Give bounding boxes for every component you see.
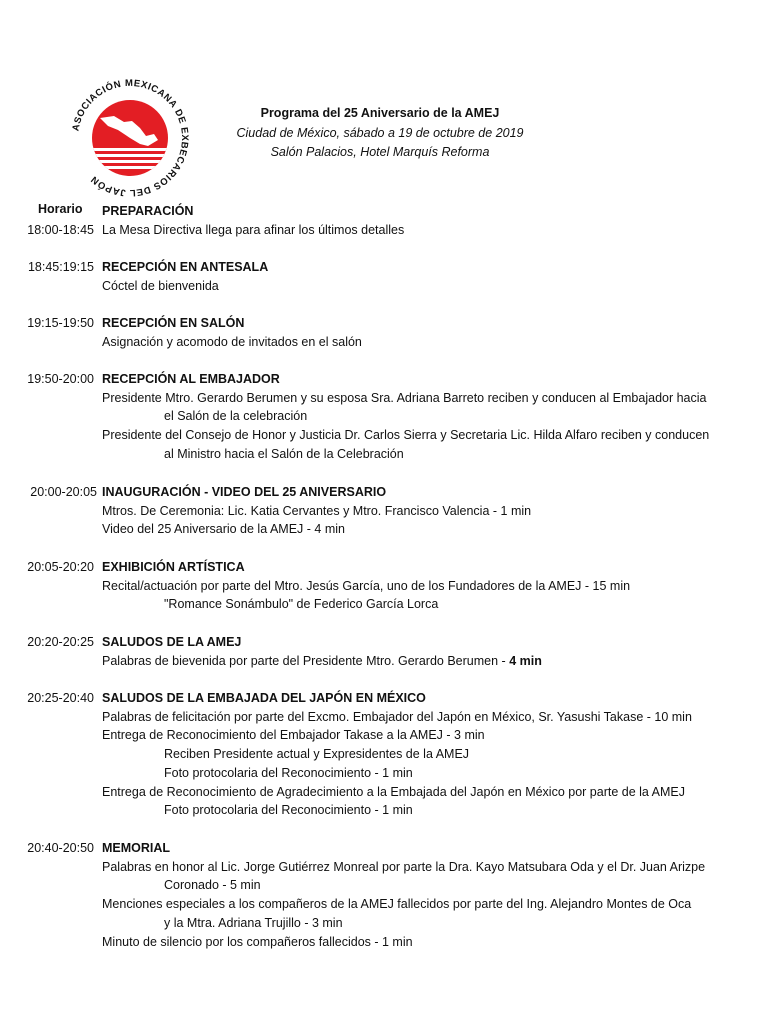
section-line: Presidente del Consejo de Honor y Justicia Dr. Carlos Sierra y Secretaria Lic. Hilda Alfaro reciben y conducen [102,428,710,443]
section-line: al Ministro hacia el Salón de la Celebración [164,446,404,461]
amej-seal-icon [66,74,194,202]
section-title: EXHIBICIÓN ARTÍSTICA [102,560,245,574]
section-time: 20:05-20:20 [27,560,94,574]
section-title: SALUDOS DE LA EMBAJADA DEL JAPÓN EN MÉXICO [102,691,426,705]
program-header [210,104,550,163]
section-line: Asignación y acomodo de invitados en el salón [102,334,362,349]
schedule-column-label: Horario [38,202,83,216]
section-title: INAUGURACIÓN - VIDEO DEL 25 ANIVERSARIO [102,485,387,499]
section-line: Video del 25 Aniversario de la AMEJ - 4 min [102,522,345,537]
svg-text:ASOCIACIÓN MEXICANA DE EXBECAR: ASOCIACIÓN MEXICANA DE EXBECARIOS DEL JAPÓN [70,77,191,199]
section-line: Palabras de felicitación por parte del Excmo. Embajador del Japón en México, Sr. Yasushi Takase - 10 min [102,709,692,724]
section-title: RECEPCIÓN EN SALÓN [102,316,245,330]
section-title: RECEPCIÓN AL EMBAJADOR [102,372,280,386]
amej-logo [66,74,194,202]
section-time: 19:50-20:00 [27,372,94,386]
section-title: PREPARACIÓN [102,204,194,218]
section-line: el Salón de la celebración [164,409,308,424]
section-line: Palabras en honor al Lic. Jorge Gutiérrez Monreal por parte la Dra. Kayo Matsubara Oda y el Dr. Juan Arizpe [102,859,706,874]
section-line: Coronado - 5 min [164,878,261,893]
section-time: 20:00-20:05 [30,485,97,499]
section-time: 18:00-18:45 [27,223,94,237]
section-line: Recital/actuación por parte del Mtro. Jesús García, uno de los Fundadores de la AMEJ - 15 min [102,578,631,593]
section-line: Cóctel de bienvenida [102,278,219,293]
section-line: Entrega de Reconocimiento de Agradecimiento a la Embajada del Japón en México por parte de la AMEJ [102,784,685,799]
section-title: SALUDOS DE LA AMEJ [102,635,242,649]
section-time: 20:40-20:50 [27,841,94,855]
section-time: 20:25-20:40 [27,691,94,705]
section-title: MEMORIAL [102,841,171,855]
section-title: RECEPCIÓN EN ANTESALA [102,260,269,274]
section-time: 19:15-19:50 [27,316,94,330]
section-line: Foto protocolaria del Reconocimiento - 1 min [164,765,413,780]
program-date-location: Ciudad de México, sábado a 19 de octubre de 2019 [236,125,524,140]
section-line: Foto protocolaria del Reconocimiento - 1 min [164,803,413,818]
section-line: Minuto de silencio por los compañeros fallecidos - 1 min [102,934,413,949]
section-line: Entrega de Reconocimiento del Embajador Takase a la AMEJ - 3 min [102,728,485,743]
section-line: "Romance Sonámbulo" de Federico García Lorca [164,597,439,612]
section-line: Palabras de bievenida por parte del Presidente Mtro. Gerardo Berumen - [102,653,506,668]
section-line: La Mesa Directiva llega para afinar los últimos detalles [102,222,405,237]
section-time: 18:45:19:15 [27,260,94,274]
duration-highlight: 4 min [509,653,542,668]
program-venue: Salón Palacios, Hotel Marquís Reforma [270,145,490,159]
section-line: Presidente Mtro. Gerardo Berumen y su esposa Sra. Adriana Barreto reciben y conducen al Embajador hacia [102,390,707,405]
program-title: Programa del 25 Aniversario de la AMEJ [260,106,500,120]
section-time: 20:20-20:25 [27,635,94,649]
section-line: Mtros. De Ceremonia: Lic. Katia Cervantes y Mtro. Francisco Valencia - 1 min [102,503,532,518]
section-line-wrap [102,652,732,671]
section-line: Menciones especiales a los compañeros de la AMEJ fallecidos por parte del Ing. Alejandro Montes de Oca [102,897,692,912]
section-line: y la Mtra. Adriana Trujillo - 3 min [164,915,343,930]
section-line: Reciben Presidente actual y Expresidentes de la AMEJ [164,747,470,762]
